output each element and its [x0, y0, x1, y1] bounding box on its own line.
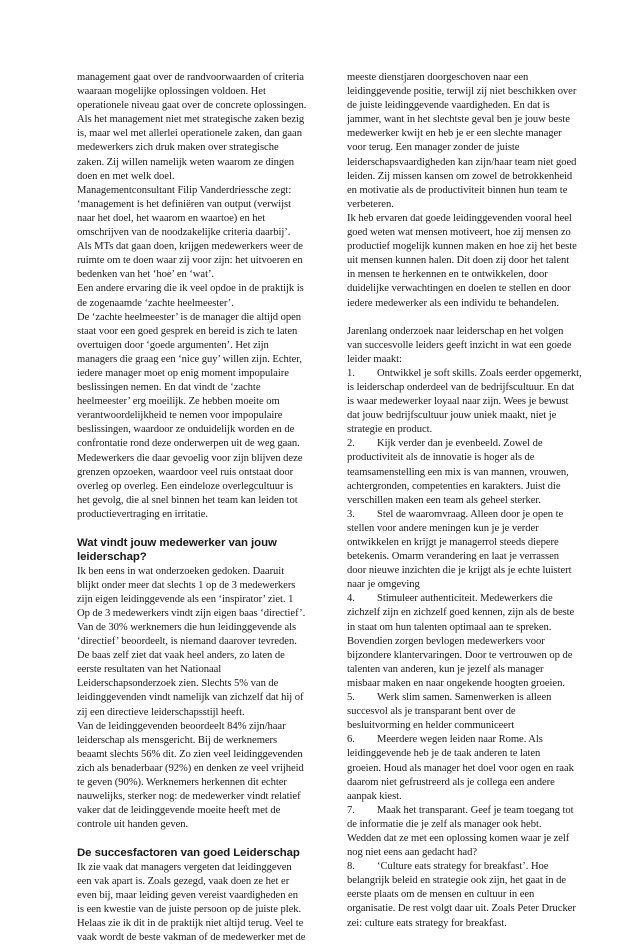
list-item-line: bijzondere klantervaringen. Door te vertrouwen op de — [347, 649, 573, 661]
text-line: duidelijke verwachtingen en doelen te stellen en door — [347, 283, 571, 295]
text-line: Jarenlang onderzoek naar leiderschap en het volgen — [347, 325, 564, 337]
text-line: bedenken van het ‘hoe’ en ‘wat’. — [77, 269, 215, 281]
text-line: in mensen te herkennen en te ontwikkelen, door — [347, 269, 548, 281]
list-item — [347, 804, 613, 860]
heading-wat-vindt-jouw-medewerker — [77, 536, 326, 565]
text-line: Helaas zie ik dit in de praktijk niet altijd terug. Veel te — [77, 918, 304, 930]
text-line: zich als benaderbaar (92%) en denken ze veel vrijheid — [77, 762, 304, 774]
list-item-line — [347, 860, 613, 874]
left-column — [77, 71, 326, 945]
text-line: iedere manager moet op enig moment impopulaire — [77, 367, 289, 379]
list-item-line: Bovendien zorgen bevlogen medewerkers voor — [347, 635, 545, 647]
list-number: 2. — [347, 438, 355, 450]
list-item-line: besluitvorming en helder communiceert — [347, 720, 515, 732]
text-line: het gevolg, die al snel binnen het team kan leiden tot — [77, 494, 298, 506]
list-item-text: Stimuleer authenticiteit. Medewerkers die — [377, 593, 553, 605]
list-item-text: Maak het transparant. Geef je team toegang tot — [377, 804, 574, 816]
text-line: zij een directieve leiderschapsstijl heeft. — [77, 706, 245, 718]
list-item-text: Ontwikkel je soft skills. Zoals eerder opgemerkt, — [377, 367, 582, 379]
text-line: leiderschapsvaardigheden kan zijn/haar team niet goed — [347, 156, 577, 168]
text-line: is, maar wel met allerlei operationele zaken, dan gaan — [77, 128, 302, 140]
text-line: Leiderschapsonderzoek zien. Slechts 5% van de — [77, 678, 279, 690]
text-line: van succesvolle leiders geeft inzicht in wat een goede — [347, 339, 572, 351]
text-line: naar het doel, het waarom en waartoe) en het — [77, 212, 266, 224]
paragraph-gap — [77, 832, 326, 846]
right-column — [347, 71, 613, 931]
list-item-line: organisatie. De rest volgt daar uit. Zoals Peter Drucker — [347, 903, 576, 915]
text-line: De succesfactoren van goed Leiderschap — [77, 847, 300, 860]
list-item-line: belangrijk beleid en strategie ook zijn, het gaat in de — [347, 875, 567, 887]
text-line: blijkt onder meer dat slechts 1 op de 3 medewerkers — [77, 579, 296, 591]
text-line: leider maakt: — [347, 353, 402, 365]
text-line: staat voor een goed gesprek en bereid is zich te laten — [77, 325, 298, 337]
list-item — [347, 860, 613, 930]
list-item-text: ‘Culture eats strategy for breakfast’. Hoe — [377, 861, 549, 873]
text-line: iedere medewerker als een individu te behandelen. — [347, 297, 559, 309]
list-number: 7. — [347, 804, 355, 816]
list-item-line: zichzelf zijn en zichzelf goed kennen, zijn als de beste — [347, 607, 575, 619]
text-line: confrontatie rond deze onderwerpen uit de weg gaan. — [77, 438, 300, 450]
list-item — [347, 367, 613, 437]
text-line: De baas zelf ziet dat vaak heel anders, zo laten de — [77, 650, 285, 662]
text-line: jammer, want in het slechtste geval ben je jouw beste — [347, 114, 570, 126]
list-item-line: groeien. Houd als manager het doel voor ogen en raak — [347, 762, 574, 774]
paragraph-gap — [347, 311, 613, 325]
text-line: Ik zie vaak dat managers vergeten dat leidinggeven — [77, 861, 292, 873]
list-item-line: misbaar maken en naar ongekende hoogten groeien. — [347, 677, 565, 689]
list-item-line: strategie en product. — [347, 424, 433, 436]
list-item-text: Stel de waaromvraag. Alleen door je open te — [377, 508, 564, 520]
list-item-line: daarom niet gefrustreerd als je collega een andere — [347, 776, 555, 788]
text-line: beslissingen nemen. En dat vindt de ‘zachte — [77, 382, 261, 394]
text-line: even bij, maar leiding geven vereist vaardigheden en — [77, 889, 298, 901]
text-line: operationele niveau gaat over de concrete oplossingen. — [77, 100, 307, 112]
left-paragraph-1 — [77, 71, 326, 522]
list-number: 8. — [347, 861, 355, 873]
right-paragraph-2 — [347, 325, 613, 367]
list-item-line — [347, 733, 613, 747]
text-line: voor terug. Een manager zonder de juiste — [347, 142, 520, 154]
text-line: overtuigen door ‘goede argumenten’. Het zijn — [77, 339, 269, 351]
list-item — [347, 733, 613, 803]
text-line: leiderschap? — [77, 551, 147, 564]
list-item-line: zei: culture eats strategy for breakfast. — [347, 917, 507, 929]
list-item-line: Wedden dat ze met een oplossing komen waar je zelf — [347, 832, 570, 844]
text-line: omschrijven van de noodzakelijke criteria daarbij’. — [77, 227, 291, 239]
text-line: goed weten wat mensen motiveert, hoe zij mensen zo — [347, 227, 571, 239]
text-line: beslissingen, waardoor ze onduidelijk worden en de — [77, 424, 295, 436]
list-number: 4. — [347, 593, 355, 605]
list-item-line: aanpak kiest. — [347, 790, 402, 802]
list-item-text: Meerdere wegen leiden naar Rome. Als — [377, 734, 543, 746]
text-line: verantwoordelijkheid te nemen voor impopulaire — [77, 410, 283, 422]
text-line: zijn eigen leidinggevende als een ‘inspirator’ ziet. 1 — [77, 593, 294, 605]
text-line: Ik ben eens in wat onderzoeken gedoken. Daaruit — [77, 565, 285, 577]
text-line: eerste resultaten van het Nationaal — [77, 664, 222, 676]
list-item — [347, 592, 613, 691]
text-line: waaraan mogelijke oplossingen voldoen. Het — [77, 86, 266, 98]
list-item-line: leidinggevende heb je de taak anderen te laten — [347, 748, 541, 760]
right-paragraph-1 — [347, 71, 613, 311]
list-item-text: Werk slim samen. Samenwerken is alleen — [377, 692, 552, 704]
text-line: zaken. Zij willen namelijk weten waarom ze dingen — [77, 156, 294, 168]
list-number: 1. — [347, 367, 355, 379]
text-line: Van de leidinggevenden beoordeelt 84% zijn/haar — [77, 720, 286, 732]
text-line: de zogenaamde ‘zachte heelmeester’. — [77, 297, 234, 309]
success-factors-list — [347, 367, 613, 931]
list-item-line: is leiderschap onderdeel van de bedrijfscultuur. En dat — [347, 381, 575, 393]
text-line: productievertraging en irritatie. — [77, 508, 209, 520]
text-line: overleg op overleg. Een eindeloze overlegcultuur is — [77, 480, 294, 492]
text-line: Medewerkers die daar gevoelig voor zijn blijven deze — [77, 452, 303, 464]
text-line: Ik heb ervaren dat goede leidinggevenden vooral heel — [347, 212, 572, 224]
text-line: Een andere ervaring die ik veel opdoe in de praktijk is — [77, 283, 304, 295]
text-line: ‘directief’ beoordeelt, is niemand daarover tevreden. — [77, 636, 297, 648]
list-item-line: achtergronden, competenties en karakters. Juist die — [347, 480, 561, 492]
text-line: te geven (90%). Werknemers herkennen dit echter — [77, 777, 287, 788]
list-item-line: naar je omgeving — [347, 579, 420, 591]
list-item-line: ontwikkelen en krijgt je managerrol steeds diepere — [347, 537, 559, 548]
text-line: controle uit handen geven. — [77, 819, 189, 831]
text-line: De ‘zachte heelmeester’ is de manager die altijd open — [77, 311, 302, 323]
list-item — [347, 437, 613, 507]
text-line: een vak apart is. Zoals gezegd, vaak doen ze het er — [77, 875, 290, 887]
text-line: ruimte om te doen waar zij voor zijn: het uitvoeren en — [77, 255, 303, 267]
text-line: management gaat over de randvoorwaarden of criteria — [77, 72, 304, 83]
list-item-line: betekenis. Omarm verandering en laat je verrassen — [347, 551, 559, 563]
list-item-line: verschillen maken een team als geheel sterker. — [347, 494, 541, 506]
text-line: doen en met welk doel. — [77, 170, 175, 182]
text-line: ‘management is het definiëren van output (verwijst — [77, 198, 292, 210]
text-line: productief mogelijk kunnen maken en hoe zij het beste — [347, 241, 577, 253]
text-line: leiden. Zij missen kansen om zowel de betrokkenheid — [347, 170, 573, 182]
list-item-line — [347, 691, 613, 705]
text-line: medewerker kwijt en heb je er een slechte manager — [347, 128, 562, 140]
text-line: medewerkers zich druk maken over strategische — [77, 142, 279, 154]
text-line: uit mensen kunnen halen. Dit doen zij door het talent — [347, 255, 570, 267]
paragraph-gap — [77, 522, 326, 536]
text-line: Als MTs dat gaan doen, krijgen medewerkers weer de — [77, 241, 303, 253]
list-item-line: dat jouw bedrijfscultuur jouw uniek maakt, niet je — [347, 410, 557, 422]
list-item-line: productiviteit als de innovatie is hoger als de — [347, 452, 535, 464]
list-item-line: eerste plaats om de mensen en cultuur in een — [347, 889, 535, 901]
list-item-line: de informatie die je zelf als manager ook hebt. — [347, 818, 542, 830]
list-item-line: nog niet eens aan gedacht had? — [347, 847, 477, 859]
list-item-line — [347, 437, 613, 451]
list-item-line: door nieuwe inzichten die je krijgt als je echte luistert — [347, 565, 572, 577]
text-line: leidinggevenden vindt namelijk van zichzelf dat hij of — [77, 692, 304, 704]
text-line: managers die graag een ‘nice guy’ willen zijn. Echter, — [77, 353, 302, 365]
left-paragraph-2 — [77, 565, 326, 833]
text-line: vaker dat de leidinggevende moeite heeft met de — [77, 805, 281, 817]
text-line: meeste dienstjaren doorgeschoven naar een — [347, 72, 529, 83]
list-item-line — [347, 804, 613, 818]
list-number: 6. — [347, 734, 355, 746]
text-line: nauwelijks, sterker nog: de medewerker vindt relatief — [77, 791, 301, 803]
text-line: verbeteren. — [347, 198, 394, 210]
list-item-line: is waar medewerker loyaal naar zijn. Wees je bewust — [347, 396, 569, 408]
list-item-line — [347, 592, 613, 606]
list-item-line — [347, 508, 613, 522]
list-item-line: teamsamenstelling een mix is van mannen, vrouwen, — [347, 466, 569, 478]
text-line: Op de 3 medewerkers vindt zijn eigen baas ‘directief’. — [77, 607, 306, 619]
list-item-text: Kijk verder dan je evenbeeld. Zowel de — [377, 438, 543, 450]
text-line: beaamt slechts 56% dit. Zo zien veel leidinggevenden — [77, 748, 303, 760]
text-line: Wat vindt jouw medewerker van jouw — [77, 537, 277, 549]
text-line: de juiste leidinggevende vaardigheden. En dat is — [347, 100, 550, 112]
list-number: 3. — [347, 508, 355, 520]
list-item-line: succesvol als je transparant bent over de — [347, 706, 516, 718]
text-line: Als het management niet met strategische zaken bezig — [77, 114, 305, 126]
list-item-line: stellen voor andere meningen kun je je verder — [347, 522, 539, 534]
text-line: vaak wordt de beste vakman of de medewerker met de — [77, 932, 306, 944]
text-line: en motivatie als de productiviteit binnen hun team te — [347, 184, 568, 196]
text-line: Van de 30% werknemers die hun leidinggevende als — [77, 621, 297, 633]
text-line: leiderschap als mensgericht. Bij de werknemers — [77, 734, 278, 746]
list-item-line: in staat om hun talenten optimaal aan te spreken. — [347, 621, 552, 633]
heading-succesfactoren — [77, 846, 326, 860]
text-line: leidinggevende positie, terwijl zij niet beschikken over — [347, 86, 577, 98]
list-item-line — [347, 367, 613, 381]
list-item-line: talenten van anderen, kun je jezelf als manager — [347, 663, 544, 675]
text-line: heelmeester’ erg moeilijk. Ze hebben moeite om — [77, 396, 280, 408]
text-line: is een kwestie van de juiste persoon op de juiste plek. — [77, 903, 302, 915]
list-item — [347, 691, 613, 733]
text-line: Managementconsultant Filip Vanderdriessche zegt: — [77, 184, 292, 196]
text-line: grenzen opzoeken, waardoor veel ruis ontstaat door — [77, 466, 294, 478]
list-number: 5. — [347, 692, 355, 704]
list-item — [347, 508, 613, 593]
